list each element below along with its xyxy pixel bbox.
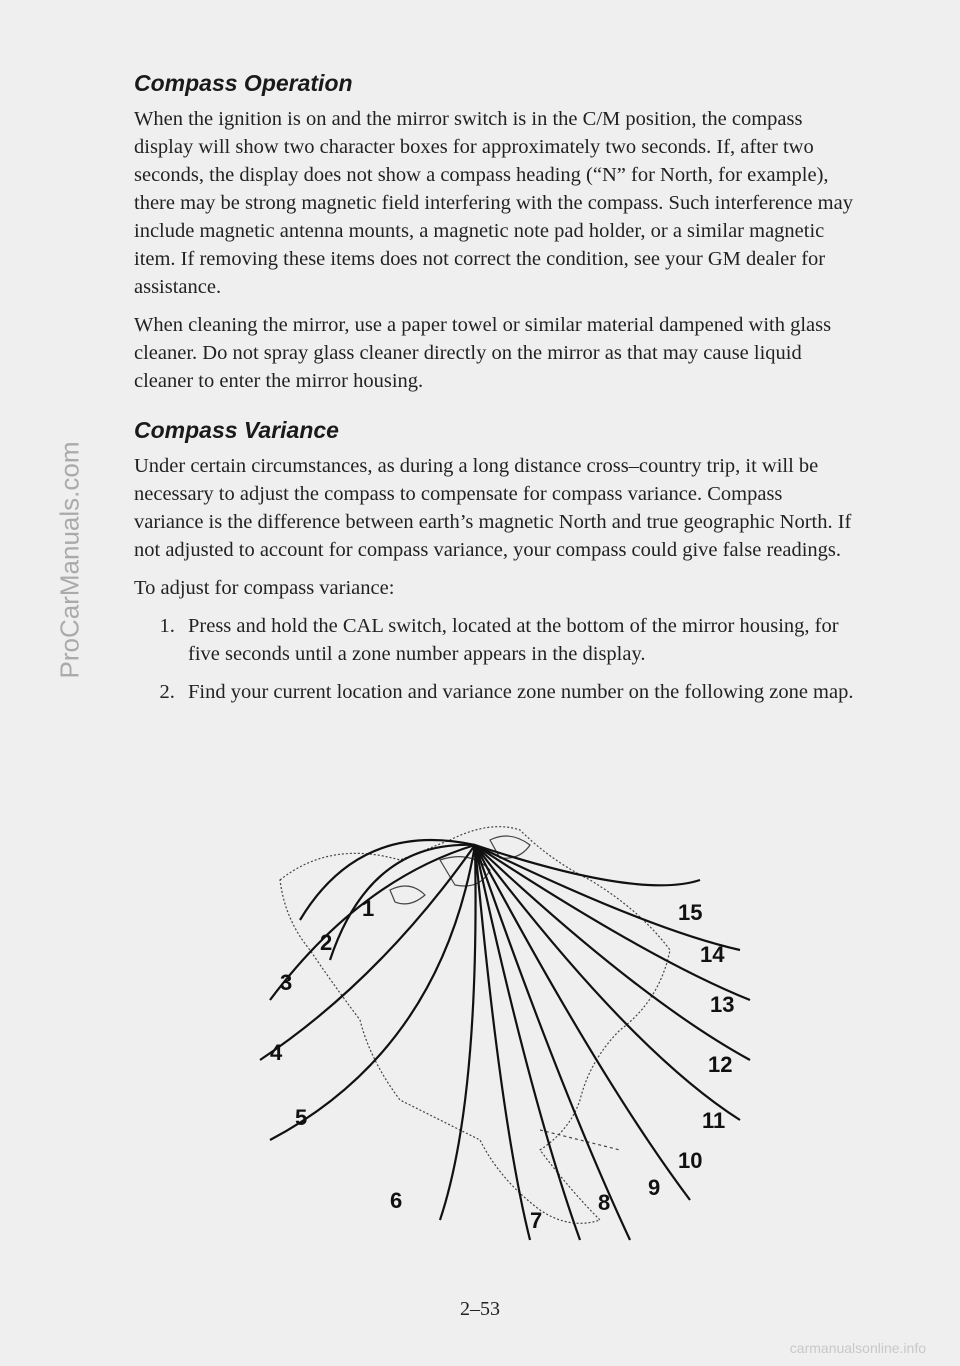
footer-watermark: carmanualsonline.info: [789, 1340, 926, 1356]
zone-label: 2: [320, 930, 333, 955]
zone-label: 10: [678, 1148, 703, 1173]
zone-label: 12: [708, 1052, 733, 1077]
zone-label: 7: [530, 1208, 543, 1233]
zone-lines: [260, 840, 750, 1240]
paragraph-variance: Under certain circumstances, as during a long distance cross–country trip, it will be necessary to adjust the compass to compensate for compass variance. Compass variance is the difference between earth’s magnetic North and true geographic North. If not adjusted to account for compass variance, your compass could give false readings.: [134, 455, 852, 561]
paragraph-compass-operation: When the ignition is on and the mirror switch is in the C/M position, the compass display will show two character boxes for approximately two seconds. If, after two seconds, the display does not show a compass heading (“N” for North, for example), there may be strong magnetic field interfering with the compass. Such interference may include magnetic antenna mounts, a magnetic note pad holder, or a similar magnetic item. If removing these items does not correct the condition, see your GM dealer for assistance.: [134, 108, 853, 298]
zone-label: 5: [295, 1105, 308, 1130]
zone-label: 8: [598, 1190, 611, 1215]
page-content: [134, 70, 854, 716]
page-number: 2–53: [460, 1298, 500, 1320]
paragraph-adjust-intro: To adjust for compass variance:: [134, 577, 395, 599]
zone-label: 11: [702, 1108, 726, 1133]
variance-zone-map: [240, 800, 780, 1250]
heading-compass-operation: Compass Operation: [134, 70, 353, 96]
zone-label: 3: [280, 970, 293, 995]
zone-label: 13: [710, 992, 735, 1017]
step-item: 2. Find your current location and variance zone number on the following zone map.: [180, 678, 854, 706]
zone-label: 4: [270, 1040, 283, 1065]
steps-list: [134, 612, 854, 706]
side-watermark: ProCarManuals.com: [54, 441, 85, 679]
zone-label: 15: [678, 900, 703, 925]
zone-label: 1: [362, 896, 375, 921]
heading-compass-variance: Compass Variance: [134, 417, 339, 443]
step-item: 1. Press and hold the CAL switch, located at the bottom of the mirror housing, for five seconds until a zone number appears in the display.: [180, 612, 854, 668]
zone-label: 14: [700, 942, 725, 967]
paragraph-cleaning: When cleaning the mirror, use a paper towel or similar material dampened with glass cleaner. Do not spray glass cleaner directly on the mirror as that may cause liquid cleaner to enter the mirror housing.: [134, 314, 832, 392]
zone-label: 9: [648, 1175, 661, 1200]
zone-label: 6: [390, 1188, 403, 1213]
